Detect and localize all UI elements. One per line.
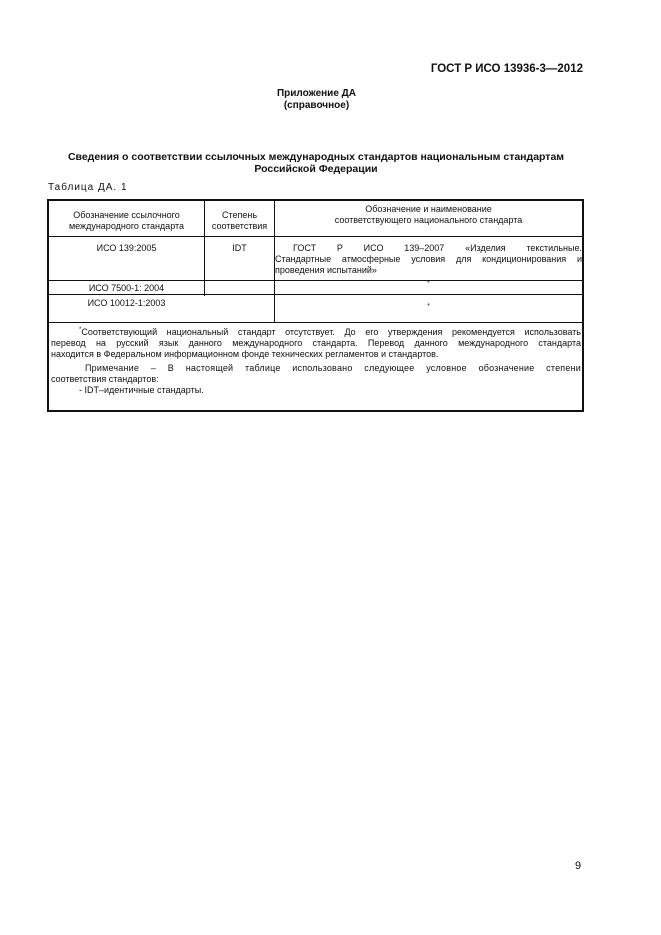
note-line: - IDT–идентичные стандарты. [79, 385, 204, 395]
footnote-marker: * [79, 327, 82, 333]
row-divider [49, 294, 582, 295]
note-line: Примечание – В настоящей таблице использовано следующее условное обозначение степени [85, 363, 581, 373]
document-code: ГОСТ Р ИСО 13936-3—2012 [430, 63, 583, 75]
row-standard: ИСО 7500-1: 2004 [88, 283, 165, 293]
header-text: соответствия [211, 221, 268, 231]
row-national: * [427, 280, 430, 287]
footnote-text: Соответствующий национальный стандарт отсутствует. До его утверждения рекомендуется использовать [81, 327, 581, 337]
row-standard: ИСО 10012-1:2003 [87, 298, 166, 308]
table-caption: Таблица ДА. 1 [48, 182, 128, 193]
section-heading [48, 151, 584, 175]
row-degree: IDT [232, 243, 247, 253]
header-text: соответствующего национального стандарта [334, 215, 523, 225]
table-body-end [49, 322, 582, 323]
national-text: проведения испытаний» [275, 265, 377, 275]
header-cell-standard [49, 210, 204, 232]
appendix-title [0, 88, 633, 112]
row-national: * [427, 303, 430, 310]
row-standard: ИСО 139:2005 [96, 243, 157, 253]
header-divider [49, 236, 582, 237]
header-text: Степень [221, 210, 258, 220]
national-text: Стандартные атмосферные условия для кондиционирования и [275, 254, 582, 264]
header-cell-degree [205, 210, 274, 232]
appendix-type: (справочное) [283, 100, 350, 111]
header-text: Обозначение и наименование [365, 204, 492, 214]
footnote-line: находится в Федеральном информационном фонде технических регламентов и стандартов. [51, 349, 439, 359]
section-heading-line: Российской Федерации [254, 163, 378, 175]
page-number: 9 [575, 860, 582, 872]
note-line: соответствия стандартов: [51, 374, 159, 384]
table-footnote-block [51, 325, 581, 396]
header-text: Обозначение ссылочного [73, 210, 180, 220]
header-cell-national [275, 204, 582, 226]
footnote-line: перевод на русский язык данного международного стандарта. Перевод данного международного стандарта [51, 338, 581, 348]
footnote-line [51, 325, 581, 338]
standards-table [47, 199, 584, 412]
appendix-label: Приложение ДА [276, 88, 357, 99]
header-text: международного стандарта [68, 221, 185, 231]
row-national [275, 243, 582, 276]
section-heading-line: Сведения о соответствии ссылочных международных стандартов национальным стандартам [67, 151, 565, 163]
national-text: ГОСТ Р ИСО 139–2007 «Изделия текстильные. [293, 243, 582, 253]
